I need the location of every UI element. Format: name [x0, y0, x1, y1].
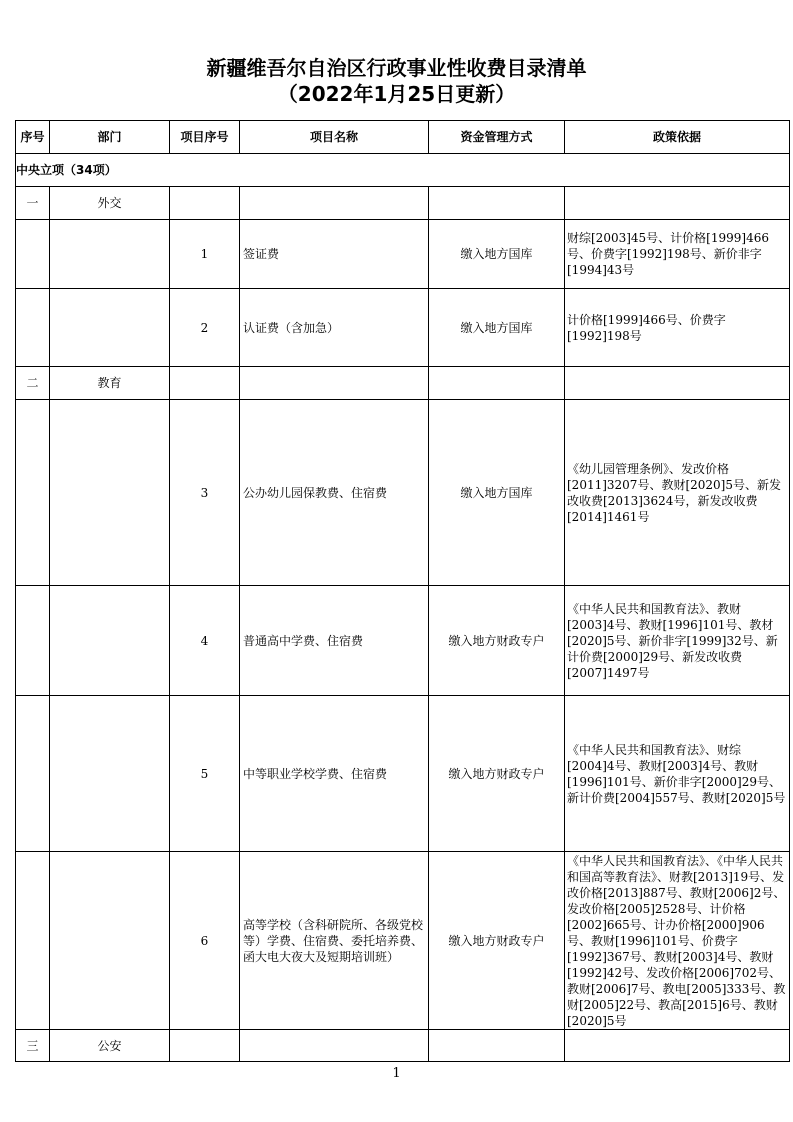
header-dept: 部门 — [50, 121, 170, 154]
table-row — [16, 400, 790, 586]
header-policy: 政策依据 — [565, 121, 790, 154]
group-dept: 外交 — [50, 187, 170, 220]
group-row — [16, 187, 790, 220]
group-dept: 公安 — [50, 1030, 170, 1062]
item-name: 高等学校（含科研院所、各级党校等）学费、住宿费、委托培养费、函大电大夜大及短期培训班） — [240, 852, 429, 1030]
table-row — [16, 289, 790, 367]
section-row — [16, 154, 790, 187]
group-seq: 二 — [16, 367, 50, 400]
item-no: 1 — [170, 220, 240, 289]
item-no: 4 — [170, 586, 240, 696]
item-no: 3 — [170, 400, 240, 586]
item-fund: 缴入地方国库 — [429, 400, 565, 586]
header-item-name: 项目名称 — [240, 121, 429, 154]
item-no: 2 — [170, 289, 240, 367]
item-policy: 《中华人民共和国教育法》、财综[2004]4号、教财[2003]4号、教财[1996]101号、新价非字[2000]29号、新计价费[2004]557号、教财[2020]5号 — [565, 696, 790, 852]
item-policy: 《幼儿园管理条例》、发改价格[2011]3207号、教财[2020]5号、新发改收费[2013]3624号，新发改收费[2014]1461号 — [565, 400, 790, 586]
item-fund: 缴入地方国库 — [429, 289, 565, 367]
page-number: 1 — [392, 1066, 401, 1081]
item-name: 中等职业学校学费、住宿费 — [240, 696, 429, 852]
item-policy: 财综[2003]45号、计价格[1999]466号、价费字[1992]198号、新价非字[1994]43号 — [565, 220, 790, 289]
table-row — [16, 586, 790, 696]
item-name: 普通高中学费、住宿费 — [240, 586, 429, 696]
fee-catalog-table — [15, 120, 790, 1062]
document-subtitle: （2022年1月25日更新） — [277, 82, 516, 106]
item-no: 6 — [170, 852, 240, 1030]
item-name: 认证费（含加急） — [240, 289, 429, 367]
item-fund: 缴入地方国库 — [429, 220, 565, 289]
item-no: 5 — [170, 696, 240, 852]
table-row — [16, 852, 790, 1030]
header-item-seq: 项目序号 — [170, 121, 240, 154]
item-policy: 《中华人民共和国教育法》、《中华人民共和国高等教育法》、财教[2013]19号、发改价格[2013]887号、教财[2006]2号、发改价格[2005]2528号、计价格[2002]665号、计办价格[2000]906号、教财[1996]101号、价费字[1992]367号、教财[2003]4号、教财[1992]42号、发改价格[2006]702号、教财[2006]7号、教电[2005]333号、教财[2005]22号、教高[2015]6号、教财[2020]5号 — [565, 852, 790, 1030]
table-header-row — [16, 121, 790, 154]
table-row — [16, 220, 790, 289]
section-label: 中央立项（34项） — [16, 154, 790, 187]
item-policy: 《中华人民共和国教育法》、教财[2003]4号、教财[1996]101号、教材[2020]5号、新价非字[1999]32号、新计价费[2000]29号、新发改收费[2007]1497号 — [565, 586, 790, 696]
table-row — [16, 696, 790, 852]
group-row — [16, 367, 790, 400]
item-fund: 缴入地方财政专户 — [429, 696, 565, 852]
header-seq: 序号 — [16, 121, 50, 154]
item-fund: 缴入地方财政专户 — [429, 586, 565, 696]
item-name: 公办幼儿园保教费、住宿费 — [240, 400, 429, 586]
group-row — [16, 1030, 790, 1062]
item-fund: 缴入地方财政专户 — [429, 852, 565, 1030]
group-seq: 三 — [16, 1030, 50, 1062]
group-seq: 一 — [16, 187, 50, 220]
document-title: 新疆维吾尔自治区行政事业性收费目录清单 — [206, 56, 587, 80]
header-fund-mgmt: 资金管理方式 — [429, 121, 565, 154]
item-name: 签证费 — [240, 220, 429, 289]
item-policy: 计价格[1999]466号、价费字[1992]198号 — [565, 289, 790, 367]
group-dept: 教育 — [50, 367, 170, 400]
